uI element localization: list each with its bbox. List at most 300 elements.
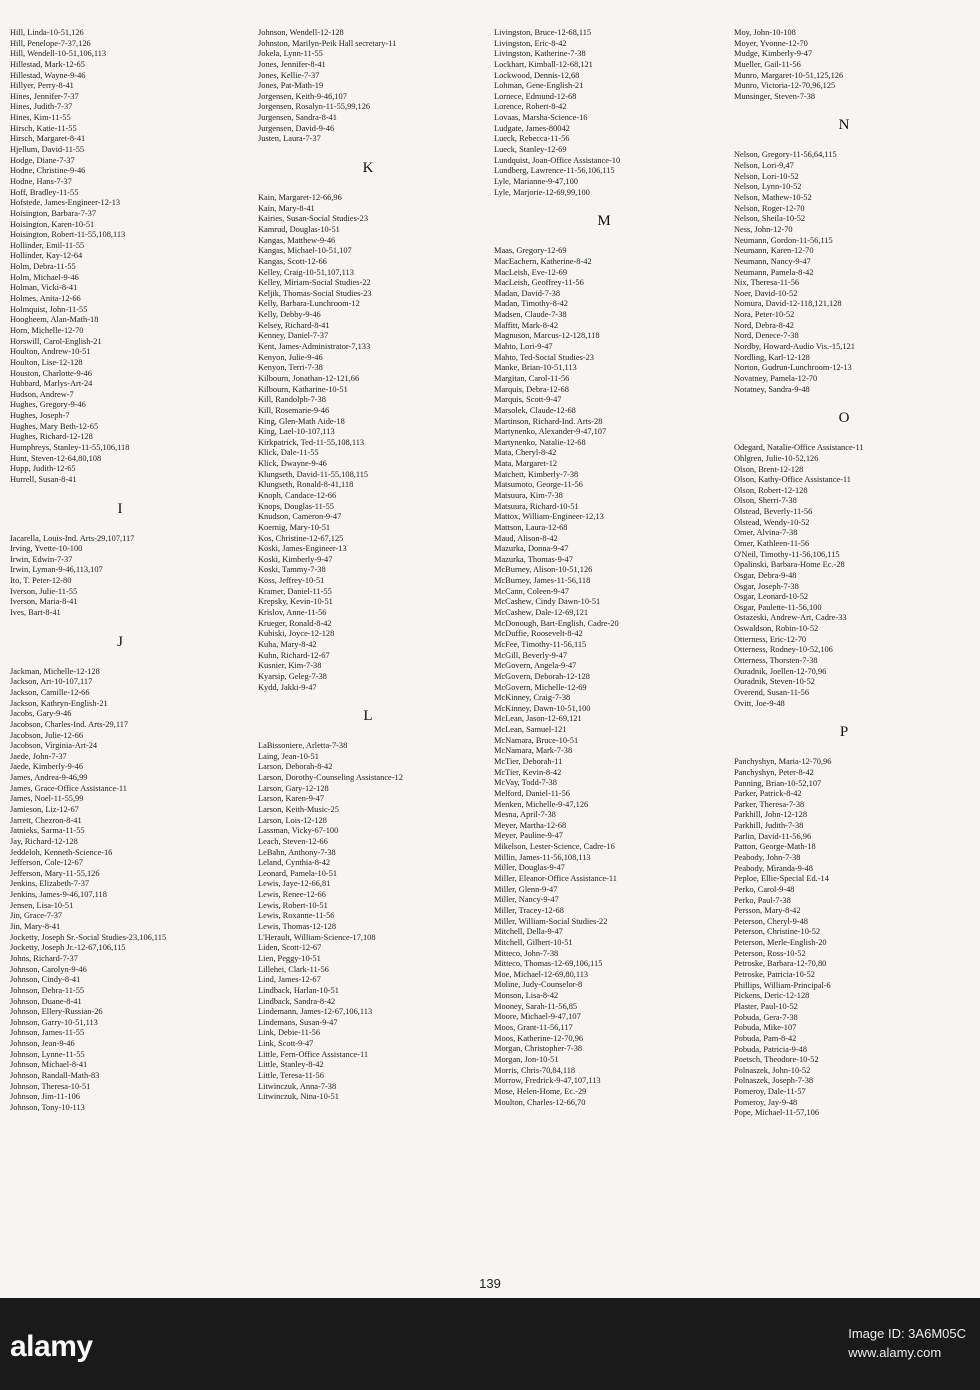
index-entry: Nora, Peter-10-52 [734,310,795,320]
index-column [734,28,964,1119]
index-entry: Kos, Christine-12-67,125 [258,533,344,543]
index-entry: Horswill, Carol-English-21 [10,336,102,346]
index-entry: Iverson, Julie-11-55 [10,586,78,596]
index-entry: Lockhart, Kimball-12-68,121 [494,59,593,69]
index-entry: Johnson, Duane-8-41 [10,996,82,1006]
index-entry: Johnson, Debra-11-55 [10,985,85,995]
index-entry: Osgar, Paulette-11-56,100 [734,602,822,612]
index-entry: Johnson, Lynne-11-55 [10,1049,85,1059]
index-entry: Ostazeski, Andrew-Art, Cadre-33 [734,613,847,623]
index-entry: Munro, Margaret-10-51,125,126 [734,70,844,80]
index-entry: Overend, Susan-11-56 [734,687,810,697]
index-entry: Oswaldson, Robin-10-52 [734,624,819,634]
index-entry: LaBissoniere, Arletta-7-38 [258,741,348,751]
index-entry: Martinson, Richard-Ind. Arts-28 [494,416,603,426]
index-entry: Johnson, Tony-10-113 [10,1102,85,1112]
index-entry: Lewis, Thomas-12-128 [258,922,337,932]
index-entry: Osgar, Joseph-7-38 [734,581,799,591]
index-entry: Larson, Keith-Music-25 [258,805,339,814]
index-entry: Lyle, Marianne-9-47,100 [494,176,578,186]
index-entry: Panchyshyn, Maria-12-70,96 [734,757,832,767]
index-entry: Jorgensen, Keith-9-46,107 [258,91,347,101]
index-entry: Lockwood, Dennis-12,68 [494,70,580,80]
index-entry: Parkhill, Judith-7-38 [734,821,804,831]
index-entry: Hughes, Joseph-7 [10,411,70,421]
index-entry: Hubbard, Marlys-Art-24 [10,379,93,389]
index-entry: McTier, Kevin-8-42 [494,767,562,777]
index-entry: Peterson, Christine-10-52 [734,927,821,937]
index-entry: McKinney, Craig-7-38 [494,693,571,703]
index-entry: Mattox, William-Engineer-12,13 [494,512,604,522]
index-entry: Neumann, Gordon-11-56,115 [734,235,833,245]
index-entry: Krueger, Ronald-8-42 [258,618,332,628]
stock-watermark-bar [0,1298,980,1390]
index-entry: Iverson, Maria-8-41 [10,597,78,607]
index-entry: Opalinski, Barbara-Home Ec.-28 [734,560,845,570]
index-entry: Kain, Margaret-12-66,96 [258,193,342,203]
index-entry: Lien, Peggy-10-51 [258,953,321,963]
index-entry: Parkhill, John-12-128 [734,810,808,820]
index-entry: Livingston, Katherine-7-38 [494,49,586,59]
index-entry: Larson, Gary-12-128 [258,783,329,793]
index-entry: Osgar, Debra-9-48 [734,570,797,580]
index-entry: Koernig, Mary-10-51 [258,522,331,532]
index-entry: McNamara, Bruce-10-51 [494,735,579,745]
index-entry: Pickens, Deric-12-128 [734,991,810,1001]
page-number: 139 [479,1276,501,1291]
index-entry: Hillestad, Mark-12-65 [10,59,85,69]
index-entry: McFee, Timothy-11-56,115 [494,639,587,649]
index-entry: Margitan, Carol-11-56 [494,373,570,383]
index-entry: Lorence, Robert-8-42 [494,102,567,112]
index-entry: Hupp, Judith-12-65 [10,464,76,474]
index-entry: James, Grace-Office Assistance-11 [10,783,127,793]
index-entry: Moy, John-10-108 [734,28,796,37]
index-entry: Peabody, Miranda-9-48 [734,863,813,873]
index-entry: Kuha, Mary-8-42 [258,639,317,649]
index-entry: Kyarsip, Geleg-7-38 [258,671,327,681]
index-entry: Morgan, Jon-10-51 [494,1054,559,1064]
alamy-logo: alamy [10,1330,93,1363]
index-entry: Osgar, Leonard-10-52 [734,592,809,602]
index-entry: McTier, Deborah-11 [494,757,563,766]
index-entry: Hillestad, Wayne-9-46 [10,70,86,80]
section-letter-i: I [117,500,123,517]
index-entry: Ovitt, Joe-9-48 [734,698,785,708]
index-entry: King, Lael-10-107,113 [258,427,335,437]
index-entry: Jacobson, Virginia-Art-24 [10,741,98,751]
index-entry: Odegard, Natalie-Office Assistance-11 [734,443,864,453]
index-entry: Nomura, David-12-118,121,128 [734,299,842,309]
index-entry: Moos, Grant-11-56,117 [494,1023,573,1033]
index-entry: McLean, Samuel-121 [494,725,567,735]
index-entry: Hoisington, Karen-10-51 [10,219,95,229]
index-entry: Novatney, Pamela-12-70 [734,373,818,383]
index-entry: Livingston, Eric-8-42 [494,38,567,48]
index-entry: MacEachern, Katherine-8-42 [494,256,592,266]
index-entry: Ito, T. Peter-12-80 [10,576,72,586]
index-entry: Peabody, John-7-38 [734,853,801,862]
index-entry: Munro, Victoria-12-70,96,125 [734,81,836,91]
index-entry: McGovern, Angela-9-47 [494,661,577,671]
index-entry: Jaede, Kimberly-9-46 [10,762,84,772]
index-entry: Jackson, Camille-12-66 [10,687,90,697]
index-entry: Parker, Patrick-8-42 [734,789,802,799]
index-entry: Klick, Dale-11-55 [258,448,319,458]
index-entry: McBurney, James-11-56,118 [494,576,591,586]
index-entry: Mitchell, Della-9-47 [494,927,563,937]
index-entry: McCann, Coleen-9-47 [494,586,569,596]
index-entry: Jenkins, Elizabeth-7-37 [10,879,90,889]
site-url: www.alamy.com [848,1345,942,1360]
index-entry: Leland, Cynthia-8-42 [258,858,331,868]
index-entry: Miller, Eleanor-Office Assistance-11 [494,874,617,884]
index-entry: Holman, Vicki-8-41 [10,283,78,293]
index-entry: Kelsey, Richard-8-41 [258,320,330,330]
index-entry: McVay, Todd-7-38 [494,778,557,788]
index-entry: McBurney, Alison-10-51,126 [494,565,593,575]
index-entry: Mata, Margaret-12 [494,459,558,469]
index-entry: Madan, David-7-38 [494,288,561,298]
index-entry: Kelley, Craig-10-51,107,113 [258,267,354,277]
index-entry: L'Herault, William-Science-17,108 [258,932,376,942]
index-entry: King, Glen-Math Aide-18 [258,416,345,426]
index-entry: Hofstede, James-Engineer-12-13 [10,198,121,208]
index-entry: Pobuda, Mike-107 [734,1023,797,1033]
index-entry: Hines, Kim-11-55 [10,113,71,123]
index-entry: McCashew, Cindy Dawn-10-51 [494,597,601,607]
watermark-info [848,1324,966,1362]
index-entry: Lassman, Vicky-67-100 [258,826,339,836]
index-entry: Olson, Sherri-7-38 [734,496,797,506]
index-entry: Moos, Katherine-12-70,96 [494,1033,584,1043]
index-entry: Hughes, Gregory-9-46 [10,400,86,410]
index-entry: Kirkpatrick, Ted-11-55,108,113 [258,437,365,447]
index-entry: Hurrell, Susan-8-41 [10,474,77,484]
index-entry: Marquis, Debra-12-68 [494,384,569,394]
index-entry: Ohlgren, Julie-10-52,126 [734,453,819,463]
index-entry: Kangas, Michael-10-51,107 [258,246,352,256]
index-entry: Jay, Richard-12-128 [10,836,78,846]
index-entry: Holmquist, John-11-55 [10,304,88,314]
index-entry: Peterson, Cheryl-9-48 [734,916,808,926]
index-entry: Holmes, Anita-12-66 [10,294,81,304]
index-entry: McDuffie, Roosevelt-8-42 [494,629,583,639]
index-entry: Mahto, Ted-Social Studies-23 [494,352,594,362]
index-entry: Lornece, Edmund-12-68 [494,91,577,101]
index-entry: Moulton, Charles-12-66,70 [494,1097,586,1107]
index-entry: Little, Stanley-8-42 [258,1060,324,1070]
index-entry: Jackson, Kathryn-English-21 [10,698,108,708]
index-entry: Jefferson, Cole-12-67 [10,858,83,868]
index-entry: Larson, Karen-9-47 [258,794,325,804]
index-entry: Johnson, Ellery-Russian-26 [10,1007,103,1017]
index-entry: Kydd, Jakki-9-47 [258,682,317,692]
index-entry: Hill, Penelope-7-37,126 [10,38,91,48]
index-entry: Lohman, Gene-English-21 [494,81,584,91]
index-entry: Hillyer, Perry-8-41 [10,81,74,91]
index-entry: O'Neil, Timothy-11-56,106,115 [734,549,840,559]
index-entry: Pobuda, Pam-8-42 [734,1033,797,1043]
index-entry: Moline, Judy-Counselor-8 [494,980,583,990]
index-entry: Olstead, Wendy-10-52 [734,517,810,527]
index-entry: Pobuda, Patricia-9-48 [734,1044,808,1054]
index-entry: Kairies, Susan-Social Studies-23 [258,214,369,224]
index-entry: Madsen, Claude-7-38 [494,310,567,320]
index-entry: Krepsky, Kevin-10-51 [258,597,333,607]
index-entry: Holm, Debra-11-55 [10,262,76,272]
index-entry: Hodge, Diane-7-37 [10,155,75,165]
index-entry: Lind, James-12-67 [258,975,321,985]
section-letter-k: K [362,160,374,177]
index-entry: Noer, David-10-52 [734,288,798,298]
index-entry: Magnuson, Marcus-12-128,118 [494,331,600,341]
index-entry: Nordling, Karl-12-128 [734,352,810,362]
index-entry: Mitteco, Thomas-12-69,106,115 [494,959,603,969]
index-entry: Mueller, Gail-11-56 [734,59,801,69]
index-entry: Jatnieks, Sarma-11-55 [10,826,85,836]
index-entry: Jurgensen, Sandra-8-41 [258,113,337,123]
section-letter-o: O [838,410,850,427]
index-entry: Matsumoto, George-11-56 [494,480,583,490]
index-entry: Hughes, Mary Beth-12-65 [10,421,99,431]
index-entry: Lillehei, Clark-11-56 [258,964,329,974]
index-entry: Manke, Brian-10-51,113 [494,363,577,373]
index-entry: Kelley, Miriam-Social Studies-22 [258,278,371,288]
index-entry: Nelson, Sheila-10-52 [734,214,806,224]
index-entry: Matsuura, Richard-10-51 [494,501,579,511]
index-entry: Johnson, Garry-10-51,113 [10,1017,98,1027]
index-entry: Humphreys, Stanley-11-55,106,118 [10,442,130,452]
index-entry: Larson, Lois-12-128 [258,815,327,825]
section-letter-n: N [838,117,850,134]
index-entry: Peploe, Ellie-Special Ed.-14 [734,874,829,884]
index-entry: Otterness, Thorsten-7-38 [734,656,818,666]
index-entry: MacLeish, Geoffrey-11-56 [494,278,584,288]
index-entry: Nelson, Lynn-10-52 [734,182,802,192]
index-entry: Hollinder, Emil-11-55 [10,240,85,250]
index-entry: Monson, Lisa-8-42 [494,991,559,1001]
index-entry: Perko, Carol-9-48 [734,884,795,894]
index-entry: Nelson, Lori-9,47 [734,161,794,171]
index-entry: Melford, Daniel-11-56 [494,788,570,798]
index-entry: McGovern, Deborah-12-128 [494,671,590,681]
index-entry: McGill, Beverly-9-47 [494,650,568,660]
index-entry: Miller, Douglas-9-47 [494,863,565,873]
index-entry: Mooney, Sarah-11-56,85 [494,1001,578,1011]
section-letter-m: M [597,213,611,230]
index-entry: Kilbourn, Katharine-10-51 [258,384,348,394]
index-entry: Moyer, Yvonne-12-70 [734,38,808,48]
index-entry: McCashew, Dale-12-69,121 [494,608,589,618]
index-entry: Perko, Paul-7-38 [734,895,791,905]
index-entry: Jocketty, Joseph Sr.-Social Studies-23,106,115 [10,932,167,942]
index-entry: Panning, Brian-10-52,107 [734,778,822,788]
index-entry: Ives, Bart-8-41 [10,608,61,618]
index-entry: Kill, Randolph-7-38 [258,395,326,405]
section-letter-p: P [839,724,849,741]
index-column [10,28,240,1114]
index-entry: Meyer, Martha-12-68 [494,820,567,830]
index-entry: Mattson, Laura-12-68 [494,522,568,532]
index-entry: Neumann, Karen-12-70 [734,246,814,256]
index-entry: Martynenko, Alexander-9-47,107 [494,427,607,437]
index-entry: McLean, Jason-12-69,121 [494,714,582,724]
index-entry: Nelson, Lori-10-52 [734,171,799,181]
index-entry: Mahto, Lori-9-47 [494,342,553,352]
index-entry: Peterson, Merle-English-20 [734,938,827,948]
index-entry: Martynenko, Natalie-12-68 [494,437,586,447]
index-entry: Liden, Scott-12-67 [258,943,322,953]
index-entry: Jackman, Michelle-12-128 [10,666,100,676]
index-entry: Jones, Jennifer-8-41 [258,59,326,69]
index-entry: Otterness, Eric-12-70 [734,634,807,644]
section-letter-j: J [117,633,123,650]
index-entry: Hunt, Steven-12-64,80,108 [10,453,102,463]
section-letter-l: L [363,708,373,725]
index-entry: Jackson, Art-10-107,117 [10,677,93,687]
index-entry: Neumann, Pamela-8-42 [734,267,814,277]
index-entry: Lewis, Roxanne-11-56 [258,911,335,921]
index-entry: Houlton, Lise-12-128 [10,357,83,367]
index-entry: Olson, Kathy-Office Assistance-11 [734,475,851,485]
index-entry: Meyer, Pauline-9-47 [494,831,563,841]
index-entry: Jefferson, Mary-11-55,126 [10,868,100,878]
index-entry: Ouradnik, Joellen-12-70,96 [734,666,827,676]
index-entry: Lovaas, Marsha-Science-16 [494,113,588,123]
index-entry: Marquis, Scott-9-47 [494,395,562,405]
index-entry: Pomeroy, Dale-11-57 [734,1087,806,1097]
index-entry: Morgan, Christopher-7-38 [494,1044,583,1054]
index-entry: Jacobs, Gary-9-46 [10,709,72,719]
index-entry: Norton, Gudrun-Lunchroom-12-13 [734,363,852,373]
index-entry: Mitteco, John-7-38 [494,948,559,958]
index-entry: Moore, Michael-9-47,107 [494,1012,581,1022]
index-entry: Lindback, Sandra-8-42 [258,996,336,1006]
index-entry: Hirsch, Katie-11-55 [10,123,77,133]
index-entry: Kenyon, Terri-7-38 [258,363,323,373]
index-entry: Nix, Theresa-11-56 [734,278,800,288]
index-entry: Menken, Michelle-9-47,126 [494,799,589,809]
index-entry: James, Noel-11-55,99 [10,794,84,804]
index-entry: Hoisington, Barbara-7-37 [10,208,97,218]
index-entry: Nelson, Gregory-11-56,64,115 [734,150,837,160]
index-entry: Omer, Alvina-7-38 [734,528,798,538]
index-entry: Houston, Charlotte-9-46 [10,368,92,378]
index-entry: Hollinder, Kay-12-64 [10,251,83,261]
index-entry: Lundberg, Lawrence-11-56,106,115 [494,166,615,176]
index-entry: Kelly, Debby-9-46 [258,310,321,320]
index-column [258,28,488,1103]
index-entry: Koski, Kimberly-9-47 [258,554,333,564]
index-entry: Irwin, Edwin-7-37 [10,554,73,564]
index-entry: Panchyshyn, Peter-8-42 [734,767,814,777]
index-entry: Klungseth, Ronald-8-41,118 [258,480,354,490]
index-entry: Link, Scott-9-47 [258,1039,314,1049]
index-entry: Nelson, Roger-12-70 [734,203,805,213]
index-entry: Miller, Glenn-9-47 [494,884,558,894]
index-entry: Kusnier, Kim-7-38 [258,661,322,671]
index-entry: Hughes, Richard-12-128 [10,432,93,442]
index-entry: Parlin, David-11-56,96 [734,831,812,841]
index-entry: Jin, Grace-7-37 [10,911,63,921]
index-entry: Lewis, Jaye-12-66,81 [258,879,331,889]
index-entry: Hoff, Bradley-11-55 [10,187,79,197]
index-entry: Hjellum, David-11-55 [10,145,85,155]
index-entry: Kamrud, Douglas-10-51 [258,224,340,234]
index-column [494,28,724,1108]
index-entry: Millin, James-11-56,108,113 [494,852,591,862]
index-entry: Omer, Kathleen-11-56 [734,538,810,548]
index-entry: Johnson, Cindy-8-41 [10,975,81,985]
index-entry: Jorgensen, Rosalyn-11-55,99,126 [258,102,371,112]
index-entry: Nord, Denece-7-38 [734,331,799,341]
index-entry: McNamara, Mark-7-38 [494,746,573,756]
index-entry: Link, Debie-11-56 [258,1028,321,1038]
index-entry: Marsolek, Claude-12-68 [494,405,576,415]
index-entry: Mikelson, Lester-Science, Cadre-16 [494,842,615,852]
index-entry: LeBahn, Anthony-7-38 [258,847,336,857]
index-entry: Koss, Jeffrey-10-51 [258,576,325,586]
index-entry: Morris, Chris-70,84,118 [494,1065,576,1075]
index-entry: Polnaszek, Joseph-7-38 [734,1076,814,1086]
index-entry: Koski, James-Engineer-13 [258,544,347,554]
index-entry: Jarrett, Chezron-8-41 [10,815,82,825]
index-entry: Kangas, Matthew-9-46 [258,235,336,245]
index-entry: Otterness, Rodney-10-52,106 [734,645,833,655]
index-entry: Lyle, Marjorie-12-69,99,100 [494,187,590,197]
index-entry: Litwinczuk, Anna-7-38 [258,1081,337,1091]
index-entry: Jaede, John-7-37 [10,751,67,761]
index-entry: Polnaszek, John-10-52 [734,1065,811,1075]
index-entry: Patton, George-Math-18 [734,842,816,852]
index-entry: Kenney, Daniel-7-37 [258,331,329,341]
index-entry: Munsinger, Steven-7-38 [734,91,816,101]
index-entry: Irwin, Lyman-9-46,113,107 [10,565,103,575]
index-entry: Mose, Helen-Home, Ec.-29 [494,1086,587,1096]
index-entry: Kuhn, Richard-12-67 [258,650,330,660]
index-entry: Horn, Michelle-12-70 [10,325,84,335]
index-entry: Kelly, Barbara-Lunchroom-12 [258,299,360,309]
index-entry: Leach, Steven-12-66 [258,836,328,846]
index-entry: Miller, William-Social Studies-22 [494,916,608,926]
index-entry: Kenyon, Julie-9-46 [258,352,323,362]
index-entry: Maud, Alison-8-42 [494,533,558,543]
index-entry: Olstead, Beverly-11-56 [734,507,813,517]
index-entry: Klungseth, David-11-55,108,115 [258,469,369,479]
index-entry: McKinney, Dawn-10-51,100 [494,703,591,713]
index-entry: Notatney, Sandra-9-48 [734,384,810,394]
index-entry: Lueck, Rebecca-11-56 [494,134,570,144]
index-entry: Johnson, Jean-9-46 [10,1039,75,1049]
index-entry: Johnson, Michael-8-41 [10,1060,88,1070]
index-entry: Knoph, Candace-12-66 [258,490,337,500]
index-entry: Matchett, Kimberly-7-38 [494,469,579,479]
index-entry: Parker, Theresa-7-38 [734,799,805,809]
index-entry: Kain, Mary-8-41 [258,203,315,213]
index-entry: McDonough, Bart-English, Cadre-20 [494,618,619,628]
index-entry: Knops, Douglas-11-55 [258,501,334,511]
index-entry: Ouradnik, Steven-10-52 [734,677,815,687]
index-entry: Hoisington, Robert-11-55,108,113 [10,230,126,240]
index-entry: Moe, Michael-12-69,80,113 [494,969,589,979]
index-entry: Nelson, Mathew-10-52 [734,193,812,203]
index-entry: Mazurka, Donna-9-47 [494,544,569,554]
index-entry: Olson, Robert-12-128 [734,485,808,495]
index-entry: Lueck, Stanley-12-69 [494,145,567,155]
index-entry: Litwinczuk, Nina-10-51 [258,1092,339,1102]
index-entry: Houlton, Andrew-10-51 [10,347,91,357]
